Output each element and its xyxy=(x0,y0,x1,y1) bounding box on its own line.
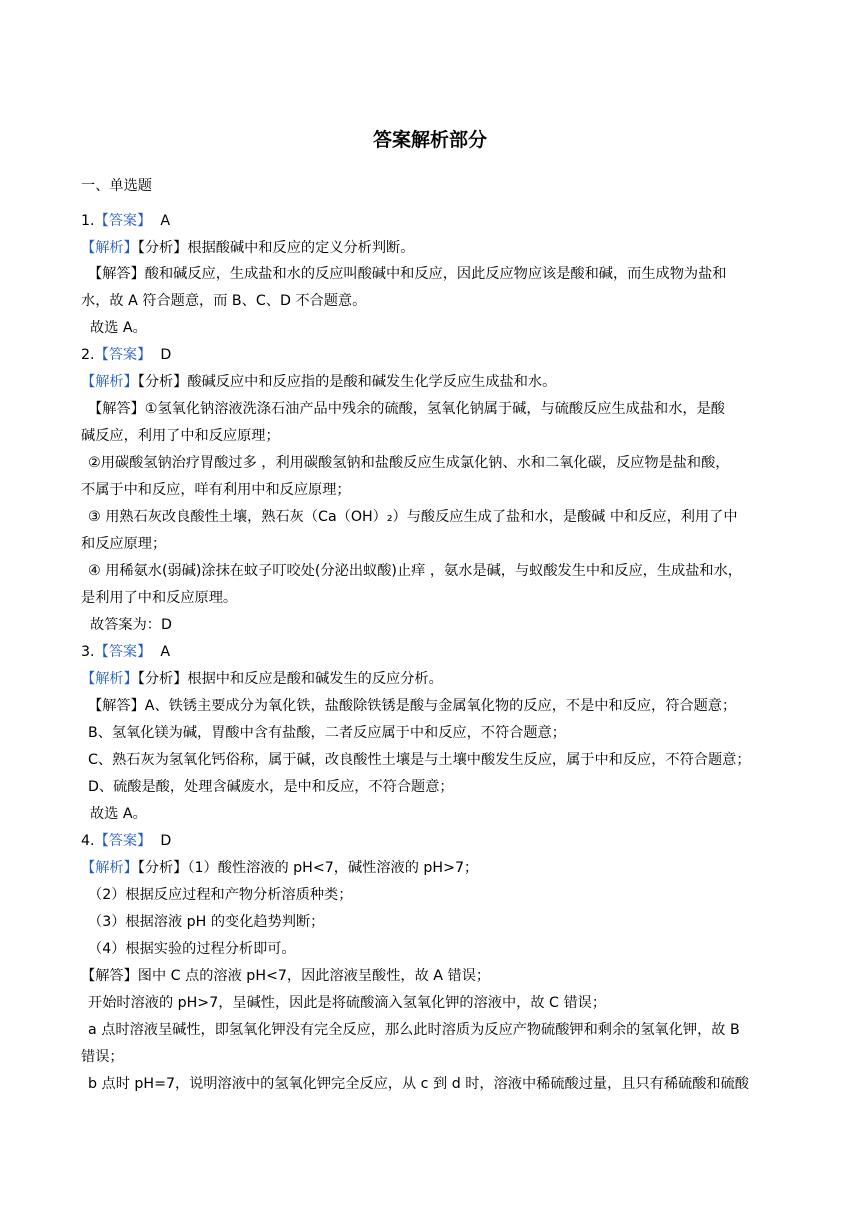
q4-text-9: b 点时 pH=7，说明溶液中的氢氧化钾完全反应，从 c 到 d 时，溶液中稀硫酸过量，且只有稀硫酸和硫酸 xyxy=(88,1076,749,1092)
q2-answer-tag: 【答案】 xyxy=(94,347,152,363)
q1-answer: A xyxy=(160,213,171,229)
q1-text-4: 故选 A。 xyxy=(90,320,147,336)
q3-text-6: 故选 A。 xyxy=(90,806,147,822)
q4-analysis-tag: 【解析】 xyxy=(81,860,138,876)
q4-text-1: 【分析】（1）酸性溶液的 pH<7，碱性溶液的 pH>7； xyxy=(137,860,479,876)
q2-text-8: ④ 用稀氨水(弱碱)涂抹在蚊子叮咬处(分泌出蚁酸)止痒 ，氨水是碱，与蚁酸发生中和反应，生成盐和水， xyxy=(88,563,742,579)
q1-answer-tag: 【答案】 xyxy=(94,213,152,229)
q3-number: 3. xyxy=(81,644,95,660)
q4-number: 4. xyxy=(81,833,95,849)
q3-answer-line xyxy=(81,642,170,662)
page-title: 答案解析部分 xyxy=(372,129,487,151)
q2-analysis-line xyxy=(81,372,556,392)
q3-text-3: B、氢氧化镁为碱，胃酸中含有盐酸，二者反应属于中和反应，不符合题意； xyxy=(88,725,566,741)
q2-text-5: 不属于中和反应，咩有利用中和反应原理； xyxy=(81,482,351,498)
q2-text-1: 【分析】酸碱反应中和反应指的是酸和碱发生化学反应生成盐和水。 xyxy=(137,374,557,390)
q4-text-7: a 点时溶液呈碱性，即氢氧化钾没有完全反应，那么此时溶质为反应产物硫酸钾和剩余的氢氧化钾，故 B xyxy=(88,1022,740,1038)
q4-text-6: 开始时溶液的 pH>7，呈碱性，因此是将硫酸滴入氢氧化钾的溶液中，故 C 错误； xyxy=(88,995,607,1011)
q3-text-2: 【解答】A、铁锈主要成分为氧化铁，盐酸除铁锈是酸与金属氧化物的反应，不是中和反应，符合题意； xyxy=(88,698,737,714)
q3-answer: A xyxy=(160,644,171,660)
q2-text-7: 和反应原理； xyxy=(81,536,167,552)
q4-text-5: 【解答】图中 C 点的溶液 pH<7，因此溶液呈酸性，故 A 错误； xyxy=(81,968,491,984)
q2-answer: D xyxy=(160,347,172,363)
q1-analysis-line xyxy=(81,238,414,258)
q2-text-9: 是利用了中和反应原理。 xyxy=(81,590,238,606)
q3-answer-tag: 【答案】 xyxy=(94,644,152,660)
q2-text-3: 碱反应，利用了中和反应原理； xyxy=(81,428,280,444)
q2-analysis-tag: 【解析】 xyxy=(81,374,138,390)
q1-text-1: 【分析】根据酸碱中和反应的定义分析判断。 xyxy=(137,240,415,256)
q4-answer-line xyxy=(81,831,171,851)
q3-text-1: 【分析】根据中和反应是酸和碱发生的反应分析。 xyxy=(137,671,443,687)
q4-text-3: （3）根据溶液 pH 的变化趋势判断； xyxy=(88,914,325,930)
q1-analysis-tag: 【解析】 xyxy=(81,240,138,256)
q1-number: 1. xyxy=(81,213,95,229)
q4-analysis-line xyxy=(81,858,478,878)
q1-text-2: 【解答】酸和碱反应，生成盐和水的反应叫酸碱中和反应，因此反应物应该是酸和碱，而生成物为盐和 xyxy=(88,266,727,282)
section-heading: 一、单选题 xyxy=(81,178,152,194)
q1-answer-line xyxy=(81,211,170,231)
q4-answer-tag: 【答案】 xyxy=(94,833,152,849)
q2-text-2: 【解答】①氢氧化钠溶液洗涤石油产品中残余的硫酸，氢氧化钠属于碱，与硫酸反应生成盐和水，是酸 xyxy=(88,401,725,417)
q2-answer-line xyxy=(81,345,171,365)
q3-text-4: C、熟石灰为氢氧化钙俗称，属于碱，改良酸性土壤是与土壤中酸发生反应，属于中和反应，不符合题意； xyxy=(88,752,751,768)
q3-analysis-tag: 【解析】 xyxy=(81,671,138,687)
q3-text-5: D、硫酸是酸，处理含碱废水，是中和反应，不符合题意； xyxy=(88,779,454,795)
q4-text-2: （2）根据反应过程和产物分析溶质种类； xyxy=(88,887,353,903)
q2-text-10: 故答案为：D xyxy=(90,617,172,633)
q2-text-6: ③ 用熟石灰改良酸性土壤，熟石灰（Ca（OH）₂）与酸反应生成了盐和水，是酸碱 中和反应，利用了中 xyxy=(88,509,738,525)
q1-text-3: 水，故 A 符合题意，而 B、C、D 不合题意。 xyxy=(81,293,367,309)
q4-text-4: （4）根据实验的过程分析即可。 xyxy=(88,941,296,957)
q2-text-4: ②用碳酸氢钠治疗胃酸过多 ，利用碳酸氢钠和盐酸反应生成氯化钠、水和二氧化碳，反应物是盐和酸， xyxy=(88,455,730,471)
q3-analysis-line xyxy=(81,669,443,689)
q2-number: 2. xyxy=(81,347,95,363)
q4-text-8: 错误； xyxy=(81,1049,124,1065)
q4-answer: D xyxy=(160,833,172,849)
